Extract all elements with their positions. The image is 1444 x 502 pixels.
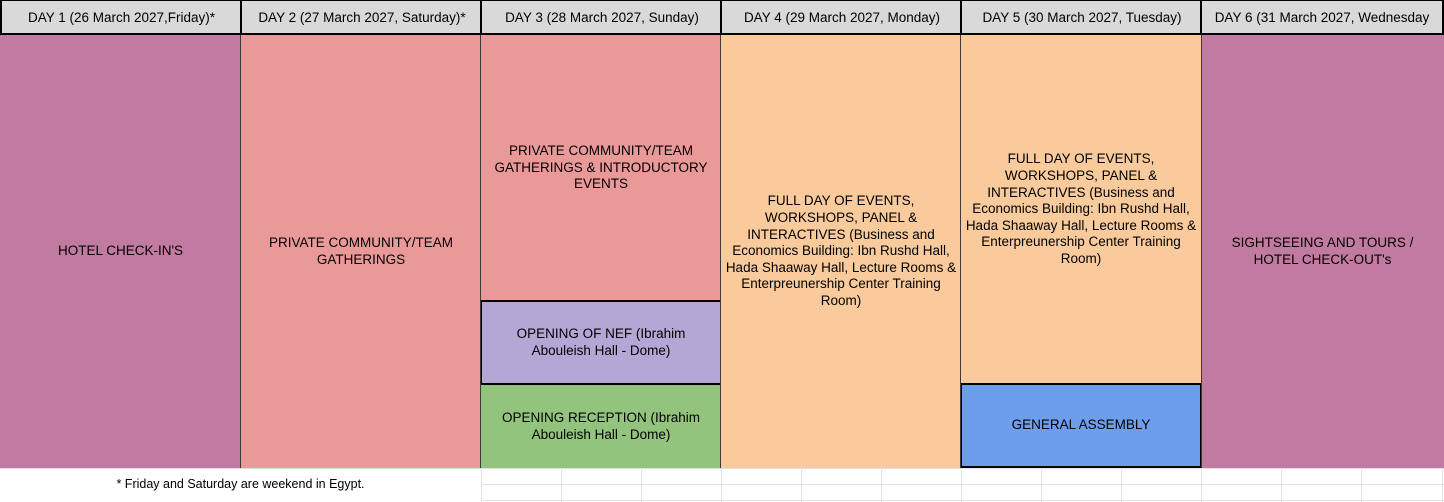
day3-opening-text: OPENING OF NEF (Ibrahim Abouleish Hall - Dome) [516, 325, 686, 358]
day3-gatherings-text: PRIVATE COMMUNITY/TEAM GATHERINGS & INTRODUCTORY EVENTS [494, 143, 708, 192]
grid-line [481, 484, 1444, 485]
day5-events-text: FULL DAY OF EVENTS, WORKSHOPS, PANEL & INTERACTIVES (Business and Economics Building: Ibn Rushd Hall, Hada Shaaway Hall, Lecture Rooms & Enterpreunership Center Training Room) [965, 151, 1197, 266]
weekend-footnote[interactable]: * Friday and Saturday are weekend in Egypt. [116, 477, 365, 491]
day5-assembly-text: GENERAL ASSEMBLY [1011, 417, 1151, 433]
day4-full-day-events[interactable] [721, 35, 961, 468]
day3-reception-text: OPENING RECEPTION (Ibrahim Abouleish Hall - Dome) [501, 409, 701, 442]
header-day-6[interactable]: DAY 6 (31 March 2027, Wednesday [1200, 0, 1444, 35]
day1-hotel-check-in[interactable] [0, 35, 241, 468]
header-day-4[interactable]: DAY 4 (29 March 2027, Monday) [720, 0, 962, 35]
grid-line [1281, 468, 1282, 502]
grid-line [721, 468, 722, 502]
grid-line [561, 468, 562, 502]
day3-opening-nef[interactable] [480, 300, 722, 385]
day3-gatherings-intro-events[interactable] [481, 35, 721, 301]
header-day-2[interactable]: DAY 2 (27 March 2027, Saturday)* [240, 0, 482, 35]
header-day-5[interactable]: DAY 5 (30 March 2027, Tuesday) [960, 0, 1202, 35]
day3-opening-reception[interactable] [481, 385, 721, 468]
column-divider [960, 35, 961, 468]
grid-line [881, 468, 882, 502]
header-day-3[interactable]: DAY 3 (28 March 2027, Sunday) [480, 0, 722, 35]
grid-line [481, 500, 1444, 501]
grid-line [961, 468, 962, 502]
day4-text: FULL DAY OF EVENTS, WORKSHOPS, PANEL & INTERACTIVES (Business and Economics Building: Ibn Rushd Hall, Hada Shaaway Hall, Lecture Rooms & Enterpreunership Center Training Room) [725, 193, 957, 308]
column-divider [240, 35, 241, 468]
grid-line [1041, 468, 1042, 502]
header-day-1[interactable]: DAY 1 (26 March 2027,Friday)* [0, 0, 241, 35]
day2-text: PRIVATE COMMUNITY/TEAM GATHERINGS [268, 234, 453, 267]
grid-line [1442, 468, 1443, 502]
grid-line [641, 468, 642, 502]
day5-general-assembly[interactable] [960, 383, 1202, 468]
day1-text: HOTEL CHECK-IN'S [57, 243, 184, 259]
column-divider [1201, 35, 1202, 468]
grid-line [1361, 468, 1362, 502]
day5-full-day-events[interactable] [961, 35, 1201, 384]
grid-line [1201, 468, 1202, 502]
column-divider [480, 35, 481, 468]
grid-line [1121, 468, 1122, 502]
column-divider [720, 35, 721, 468]
day6-text: SIGHTSEEING AND TOURS / HOTEL CHECK-OUT's [1231, 234, 1414, 267]
grid-line [481, 468, 482, 502]
day6-sightseeing-checkout[interactable] [1201, 35, 1444, 468]
grid-line [801, 468, 802, 502]
day2-private-gatherings[interactable] [241, 35, 481, 468]
